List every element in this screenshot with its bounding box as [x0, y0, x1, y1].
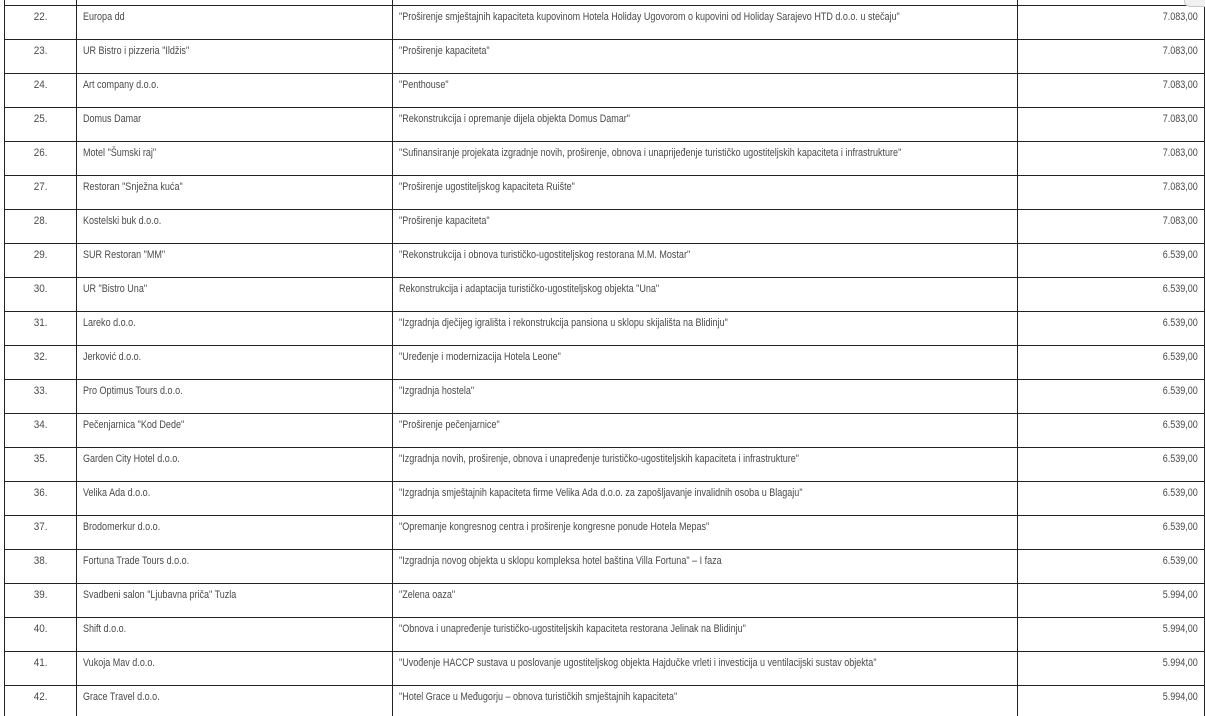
project-title: "Izgradnja smještajnih kapaciteta firme Velika Ada d.o.o. za zapošljavanje invalidnih osoba u Blagaju" — [398, 487, 803, 499]
applicant-cell[interactable] — [77, 176, 392, 210]
table-row — [5, 74, 1205, 108]
project-cell[interactable] — [392, 278, 1018, 312]
amount-value: 6.539,00 — [1162, 385, 1198, 397]
project-cell[interactable] — [392, 40, 1018, 74]
project-cell[interactable] — [392, 210, 1018, 244]
table-row — [5, 40, 1205, 74]
table-row — [5, 346, 1205, 380]
row-number-cell[interactable] — [5, 652, 77, 686]
applicant-name: Europa dd — [83, 11, 126, 23]
row-number: 38. — [33, 555, 48, 567]
project-title: "Proširenje kapaciteta" — [398, 45, 490, 57]
amount-value: 6.539,00 — [1162, 521, 1198, 533]
vertical-scrollbar-fragment[interactable] — [1184, 0, 1205, 7]
row-number: 42. — [33, 691, 48, 703]
project-title: Rekonstrukcija i adaptacija turističko-ugostiteljskog objekta "Una" — [398, 283, 659, 295]
amount-value: 6.539,00 — [1162, 453, 1198, 465]
row-number-cell[interactable] — [5, 244, 77, 278]
amount-value: 6.539,00 — [1162, 555, 1198, 567]
amount-cell[interactable] — [1018, 686, 1205, 716]
applicant-cell[interactable] — [77, 380, 392, 414]
row-number-cell[interactable] — [5, 414, 77, 448]
row-number-cell[interactable] — [5, 108, 77, 142]
row-number: 35. — [33, 453, 48, 465]
row-number: 25. — [33, 113, 48, 125]
applicant-cell[interactable] — [77, 312, 392, 346]
row-number: 22. — [33, 11, 48, 23]
table-row — [5, 618, 1205, 652]
row-number: 24. — [33, 79, 48, 91]
applicant-name: Lareko d.o.o. — [83, 317, 137, 329]
applicant-cell[interactable] — [77, 686, 392, 716]
applicant-name: Svadbeni salon "Ljubavna priča" Tuzla — [83, 589, 237, 601]
amount-value: 7.083,00 — [1162, 79, 1198, 91]
amount-cell[interactable] — [1018, 74, 1205, 108]
row-number: 33. — [33, 385, 48, 397]
amount-cell[interactable] — [1018, 516, 1205, 550]
applicant-name: Restoran "Snježna kuća" — [83, 181, 184, 193]
amount-cell[interactable] — [1018, 482, 1205, 516]
applicant-name: Garden City Hotel d.o.o. — [83, 453, 181, 465]
table-row — [5, 652, 1205, 686]
applicant-cell[interactable] — [77, 618, 392, 652]
table-row — [5, 142, 1205, 176]
row-number: 37. — [33, 521, 48, 533]
project-cell[interactable] — [392, 380, 1018, 414]
row-number: 32. — [33, 351, 48, 363]
row-number: 39. — [33, 589, 48, 601]
applicant-name: SUR Restoran "MM" — [83, 249, 166, 261]
amount-cell[interactable] — [1018, 108, 1205, 142]
row-number-cell[interactable] — [5, 74, 77, 108]
row-number-cell[interactable] — [5, 6, 77, 40]
applicant-cell[interactable] — [77, 210, 392, 244]
row-number-cell[interactable] — [5, 210, 77, 244]
project-cell[interactable] — [392, 482, 1018, 516]
grants-table — [4, 0, 1205, 716]
amount-cell[interactable] — [1018, 40, 1205, 74]
amount-value: 5.994,00 — [1162, 657, 1198, 669]
row-number: 27. — [33, 181, 48, 193]
amount-cell[interactable] — [1018, 278, 1205, 312]
amount-cell[interactable] — [1018, 652, 1205, 686]
table-row — [5, 584, 1205, 618]
applicant-name: Pečenjarnica "Kod Dede" — [83, 419, 185, 431]
amount-cell[interactable] — [1018, 618, 1205, 652]
amount-cell[interactable] — [1018, 6, 1205, 40]
project-cell[interactable] — [392, 74, 1018, 108]
project-title: "Uvođenje HACCP sustava u poslovanje ugostiteljskog objekta Hajdučke vrleti i investicija u ventilacijski sustav objekta" — [398, 657, 877, 669]
amount-cell[interactable] — [1018, 380, 1205, 414]
project-title: "Opremanje kongresnog centra i proširenje kongresne ponude Hotela Mepas" — [398, 521, 710, 533]
applicant-cell[interactable] — [77, 6, 392, 40]
table-row — [5, 6, 1205, 40]
table-row — [5, 550, 1205, 584]
applicant-name: Vukoja Mav d.o.o. — [83, 657, 156, 669]
applicant-name: Shift d.o.o. — [83, 623, 127, 635]
amount-value: 6.539,00 — [1162, 283, 1198, 295]
applicant-name: Fortuna Trade Tours d.o.o. — [83, 555, 190, 567]
amount-value: 6.539,00 — [1162, 317, 1198, 329]
amount-value: 5.994,00 — [1162, 623, 1198, 635]
amount-value: 6.539,00 — [1162, 419, 1198, 431]
project-cell[interactable] — [392, 618, 1018, 652]
amount-cell[interactable] — [1018, 414, 1205, 448]
row-number: 30. — [33, 283, 48, 295]
project-cell[interactable] — [392, 6, 1018, 40]
project-cell[interactable] — [392, 652, 1018, 686]
amount-value: 5.994,00 — [1162, 589, 1198, 601]
project-title: "Rekonstrukcija i opremanje dijela objekta Domus Damar" — [398, 113, 630, 125]
table-row — [5, 244, 1205, 278]
amount-cell[interactable] — [1018, 550, 1205, 584]
applicant-name: Domus Damar — [83, 113, 142, 125]
project-title: "Proširenje smještajnih kapaciteta kupovinom Hotela Holiday Ugovorom o kupovini od Holiday Sarajevo HTD d.o.o. u stečaju" — [398, 11, 900, 23]
amount-cell[interactable] — [1018, 312, 1205, 346]
project-cell[interactable] — [392, 312, 1018, 346]
amount-cell[interactable] — [1018, 584, 1205, 618]
applicant-cell[interactable] — [77, 482, 392, 516]
applicant-name: Motel "Šumski raj" — [83, 147, 157, 159]
project-cell[interactable] — [392, 448, 1018, 482]
applicant-cell[interactable] — [77, 652, 392, 686]
row-number-cell[interactable] — [5, 448, 77, 482]
amount-value: 6.539,00 — [1162, 351, 1198, 363]
table-row — [5, 176, 1205, 210]
project-cell[interactable] — [392, 414, 1018, 448]
applicant-name: UR "Bistro Una" — [83, 283, 148, 295]
row-number-cell[interactable] — [5, 142, 77, 176]
row-number: 36. — [33, 487, 48, 499]
applicant-cell[interactable] — [77, 550, 392, 584]
amount-cell[interactable] — [1018, 346, 1205, 380]
row-number-cell[interactable] — [5, 346, 77, 380]
amount-value: 7.083,00 — [1162, 181, 1198, 193]
applicant-cell[interactable] — [77, 108, 392, 142]
amount-value: 7.083,00 — [1162, 11, 1198, 23]
row-number-cell[interactable] — [5, 584, 77, 618]
project-title: "Izgradnja hostela" — [398, 385, 474, 397]
project-title: "Izgradnja dječijeg igrališta i rekonstrukcija pansiona u sklopu skijališta na Blidinju" — [398, 317, 728, 329]
applicant-name: Pro Optimus Tours d.o.o. — [83, 385, 184, 397]
row-number-cell[interactable] — [5, 482, 77, 516]
table-row — [5, 380, 1205, 414]
row-number-cell[interactable] — [5, 40, 77, 74]
row-number: 23. — [33, 45, 48, 57]
project-title: "Proširenje pečenjarnice" — [398, 419, 500, 431]
row-number-cell[interactable] — [5, 516, 77, 550]
table-row — [5, 210, 1205, 244]
project-title: "Proširenje ugostiteljskog kapaciteta Ruište" — [398, 181, 575, 193]
table-row — [5, 278, 1205, 312]
applicant-cell[interactable] — [77, 142, 392, 176]
applicant-name: Grace Travel d.o.o. — [83, 691, 161, 703]
row-number: 34. — [33, 419, 48, 431]
table-row — [5, 108, 1205, 142]
row-number-cell[interactable] — [5, 686, 77, 716]
amount-value: 7.083,00 — [1162, 113, 1198, 125]
amount-cell[interactable] — [1018, 142, 1205, 176]
row-number-cell[interactable] — [5, 618, 77, 652]
applicant-cell[interactable] — [77, 278, 392, 312]
project-cell[interactable] — [392, 584, 1018, 618]
project-cell[interactable] — [392, 346, 1018, 380]
applicant-cell[interactable] — [77, 40, 392, 74]
amount-value: 7.083,00 — [1162, 147, 1198, 159]
project-cell[interactable] — [392, 244, 1018, 278]
row-number-cell[interactable] — [5, 312, 77, 346]
amount-value: 5.994,00 — [1162, 691, 1198, 703]
row-number-cell[interactable] — [5, 176, 77, 210]
project-title: "Obnova i unapređenje turističko-ugostiteljskih kapaciteta restorana Jelinak na Blidinju" — [398, 623, 746, 635]
project-cell[interactable] — [392, 686, 1018, 716]
project-title: "Penthouse" — [398, 79, 449, 91]
table-row — [5, 516, 1205, 550]
row-number: 40. — [33, 623, 48, 635]
row-number: 28. — [33, 215, 48, 227]
project-cell[interactable] — [392, 108, 1018, 142]
project-cell[interactable] — [392, 550, 1018, 584]
amount-value: 7.083,00 — [1162, 45, 1198, 57]
applicant-cell[interactable] — [77, 74, 392, 108]
amount-value: 6.539,00 — [1162, 487, 1198, 499]
row-number-cell[interactable] — [5, 278, 77, 312]
amount-cell[interactable] — [1018, 448, 1205, 482]
table-row — [5, 448, 1205, 482]
table-row — [5, 686, 1205, 716]
amount-value: 6.539,00 — [1162, 249, 1198, 261]
project-title: "Proširenje kapaciteta" — [398, 215, 490, 227]
row-number-cell[interactable] — [5, 550, 77, 584]
amount-value: 7.083,00 — [1162, 215, 1198, 227]
applicant-cell[interactable] — [77, 346, 392, 380]
table-row — [5, 482, 1205, 516]
project-title: "Rekonstrukcija i obnova turističko-ugostiteljskog restorana M.M. Mostar" — [398, 249, 690, 261]
project-title: "Izgradnja novih, proširenje, obnova i unapređenje turističko-ugostiteljskih kapaciteta i infrastrukture" — [398, 453, 799, 465]
project-title: "Uređenje i modernizacija Hotela Leone" — [398, 351, 561, 363]
amount-cell[interactable] — [1018, 210, 1205, 244]
project-cell[interactable] — [392, 142, 1018, 176]
row-number: 26. — [33, 147, 48, 159]
row-number: 41. — [33, 657, 48, 669]
row-number: 29. — [33, 249, 48, 261]
project-cell[interactable] — [392, 176, 1018, 210]
project-title: "Sufinansiranje projekata izgradnje novih, proširenje, obnova i unaprijeđenje turističko ugostiteljskih kapaciteta i infrastrukture" — [398, 147, 902, 159]
row-number-cell[interactable] — [5, 380, 77, 414]
project-title: "Zelena oaza" — [398, 589, 455, 601]
applicant-name: UR Bistro i pizzeria "Ildžis" — [83, 45, 190, 57]
table-row — [5, 312, 1205, 346]
amount-cell[interactable] — [1018, 176, 1205, 210]
table-row — [5, 414, 1205, 448]
row-number: 31. — [33, 317, 48, 329]
amount-cell[interactable] — [1018, 244, 1205, 278]
applicant-name: Kostelski buk d.o.o. — [83, 215, 162, 227]
applicant-cell[interactable] — [77, 448, 392, 482]
project-title: "Izgradnja novog objekta u sklopu kompleksa hotel baština Villa Fortuna" – I faza — [398, 555, 722, 567]
project-title: "Hotel Grace u Međugorju – obnova turističkih smještajnih kapaciteta" — [398, 691, 677, 703]
applicant-cell[interactable] — [77, 414, 392, 448]
applicant-cell[interactable] — [77, 244, 392, 278]
applicant-name: Brodomerkur d.o.o. — [83, 521, 161, 533]
project-cell[interactable] — [392, 516, 1018, 550]
applicant-cell[interactable] — [77, 584, 392, 618]
applicant-name: Art company d.o.o. — [83, 79, 160, 91]
applicant-cell[interactable] — [77, 516, 392, 550]
applicant-name: Velika Ada d.o.o. — [83, 487, 151, 499]
applicant-name: Jerković d.o.o. — [83, 351, 142, 363]
